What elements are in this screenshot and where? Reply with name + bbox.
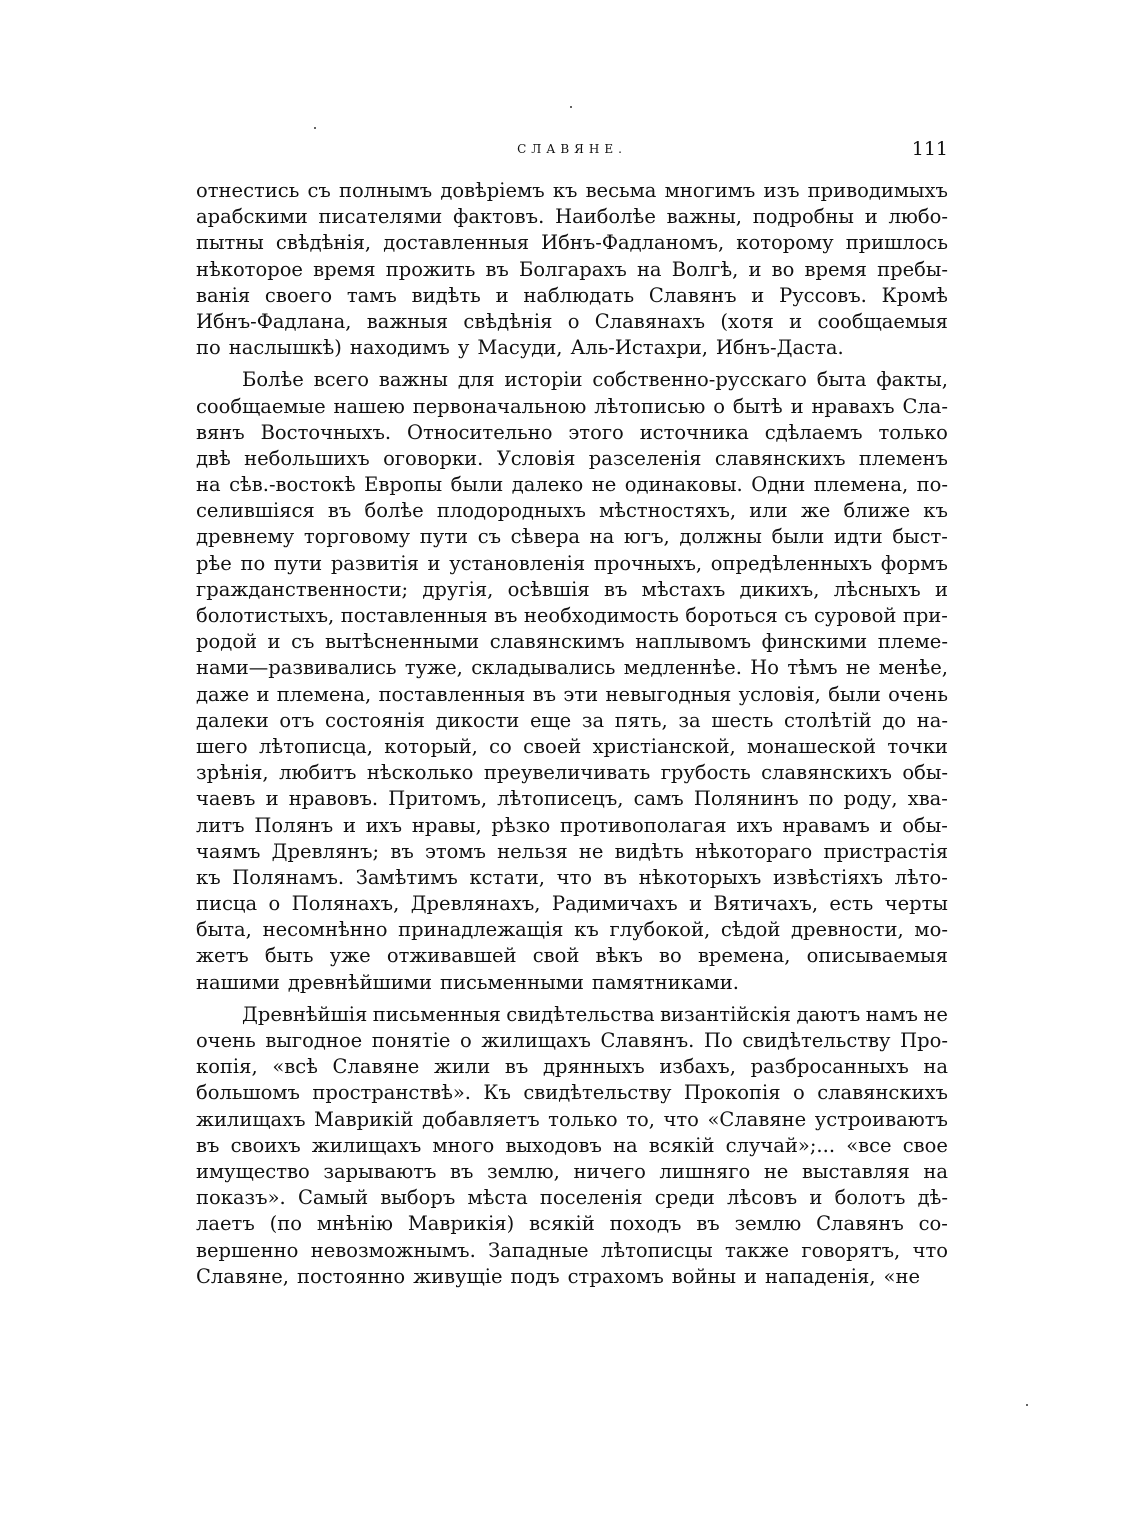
page-header <box>196 138 948 162</box>
text-line: въ своихъ жилищахъ много выходовъ на всякій случай»;... «все свое <box>196 1133 948 1157</box>
text-line: жетъ быть уже отживавшей свой вѣкъ во времена, описываемыя <box>196 944 948 968</box>
text-line: двѣ небольшихъ оговорки. Условія разселенія славянскихъ племенъ <box>196 446 948 470</box>
text-line: ванія своего тамъ видѣть и наблюдать Славянъ и Руссовъ. Кромѣ <box>196 283 948 307</box>
scan-speck <box>1026 1404 1028 1406</box>
text-line: родой и съ вытѣсненными славянскимъ наплывомъ финскими племе- <box>196 630 948 654</box>
text-line: копія, «всѣ Славяне жили въ дрянныхъ избахъ, разбросанныхъ на <box>196 1055 948 1079</box>
text-line: болотистыхъ, поставленныя въ необходимость бороться съ суровой при- <box>196 604 948 627</box>
text-line: древнему торговому пути съ сѣвера на югъ, должны были идти быст- <box>196 525 948 549</box>
text-line: писца о Полянахъ, Древлянахъ, Радимичахъ и Вятичахъ, есть черты <box>196 892 948 916</box>
page-number: 111 <box>911 138 948 160</box>
text-line: нѣкоторое время прожить въ Болгарахъ на Волгѣ, и во время пребы- <box>196 257 948 281</box>
scan-speck <box>570 106 572 108</box>
text-line: арабскими писателями фактовъ. Наиболѣе важны, подробны и любо- <box>196 205 948 229</box>
paragraph <box>196 178 948 361</box>
text-line: сообщаемые нашею первоначальною лѣтописью о бытѣ и нравахъ Сла- <box>196 394 948 418</box>
text-line: чаевъ и нравовъ. Притомъ, лѣтописецъ, самъ Полянинъ по роду, хва- <box>196 787 948 811</box>
text-line: Ибнъ-Фадлана, важныя свѣдѣнія о Славянахъ (хотя и сообщаемыя <box>196 309 948 333</box>
text-line: литъ Полянъ и ихъ нравы, рѣзко противополагая ихъ нравамъ и обы- <box>196 813 948 837</box>
text-line: нами—развивались туже, складывались медленнѣе. Но тѣмъ не менѣе, <box>196 656 948 680</box>
text-line: вянъ Восточныхъ. Относительно этого источника сдѣлаемъ только <box>196 420 948 444</box>
text-line: жилищахъ Маврикій добавляетъ только то, что «Славяне устроиваютъ <box>196 1107 948 1131</box>
text-line: нашими древнѣйшими письменными памятниками. <box>196 970 739 994</box>
text-line: имущество зарываютъ въ землю, ничего лишняго не выставляя на <box>196 1159 948 1183</box>
text-line: гражданственности; другія, осѣвшія въ мѣстахъ дикихъ, лѣсныхъ и <box>196 577 948 601</box>
text-line: Славяне, постоянно живущіе подъ страхомъ войны и нападенія, «не <box>196 1264 921 1288</box>
text-line: большомъ пространствѣ». Къ свидѣтельству Прокопія о славянскихъ <box>196 1081 948 1105</box>
text-line: Древнѣйшія письменныя свидѣтельства византійскія даютъ намъ не <box>242 1002 948 1026</box>
text-line: на сѣв.-востокѣ Европы были далеко не одинаковы. Одни племена, по- <box>196 473 948 497</box>
text-line: рѣе по пути развитія и установленія прочныхъ, опредѣленныхъ формъ <box>196 551 948 575</box>
text-line: пытны свѣдѣнія, доставленныя Ибнъ-Фадланомъ, которому пришлось <box>196 231 948 255</box>
text-line: вершенно невозможнымъ. Западные лѣтописцы также говорятъ, что <box>196 1238 948 1262</box>
text-line: очень выгодное понятіе о жилищахъ Славянъ. По свидѣтельству Про- <box>196 1029 948 1052</box>
text-line: по наслышкѣ) находимъ у Масуди, Аль-Истахри, Ибнъ-Даста. <box>196 336 844 360</box>
text-line: лаетъ (по мнѣнію Маврикія) всякій походъ въ землю Славянъ со- <box>196 1212 948 1236</box>
text-line: далеки отъ состоянія дикости еще за пять, за шесть столѣтій до на- <box>196 708 948 732</box>
text-line: чаямъ Древлянъ; въ этомъ нельзя не видѣть нѣкотораго пристрастія <box>196 839 948 863</box>
paragraph <box>196 1002 948 1290</box>
text-line: Болѣе всего важны для исторіи собственно-русскаго быта факты, <box>242 368 948 392</box>
text-line: отнестись съ полнымъ довѣріемъ къ весьма многимъ изъ приводимыхъ <box>196 179 948 202</box>
paragraph <box>196 367 948 996</box>
running-title: СЛАВЯНЕ. <box>517 142 627 156</box>
text-line: къ Полянамъ. Замѣтимъ кстати, что въ нѣкоторыхъ извѣстіяхъ лѣто- <box>196 865 948 889</box>
body-text <box>196 178 948 1290</box>
scan-speck <box>314 127 316 129</box>
text-line: зрѣнія, любитъ нѣсколько преувеличивать грубость славянскихъ обы- <box>196 761 948 785</box>
text-line: быта, несомнѣнно принадлежащія къ глубокой, сѣдой древности, мо- <box>196 918 948 942</box>
text-line: шего лѣтописца, который, со своей христіанской, монашеской точки <box>196 734 948 758</box>
text-line: показъ». Самый выборъ мѣста поселенія среди лѣсовъ и болотъ дѣ- <box>196 1186 948 1210</box>
text-line: даже и племена, поставленныя въ эти невыгодныя условія, были очень <box>196 682 948 706</box>
text-line: селившіяся въ болѣе плодородныхъ мѣстностяхъ, или же ближе къ <box>196 499 948 523</box>
